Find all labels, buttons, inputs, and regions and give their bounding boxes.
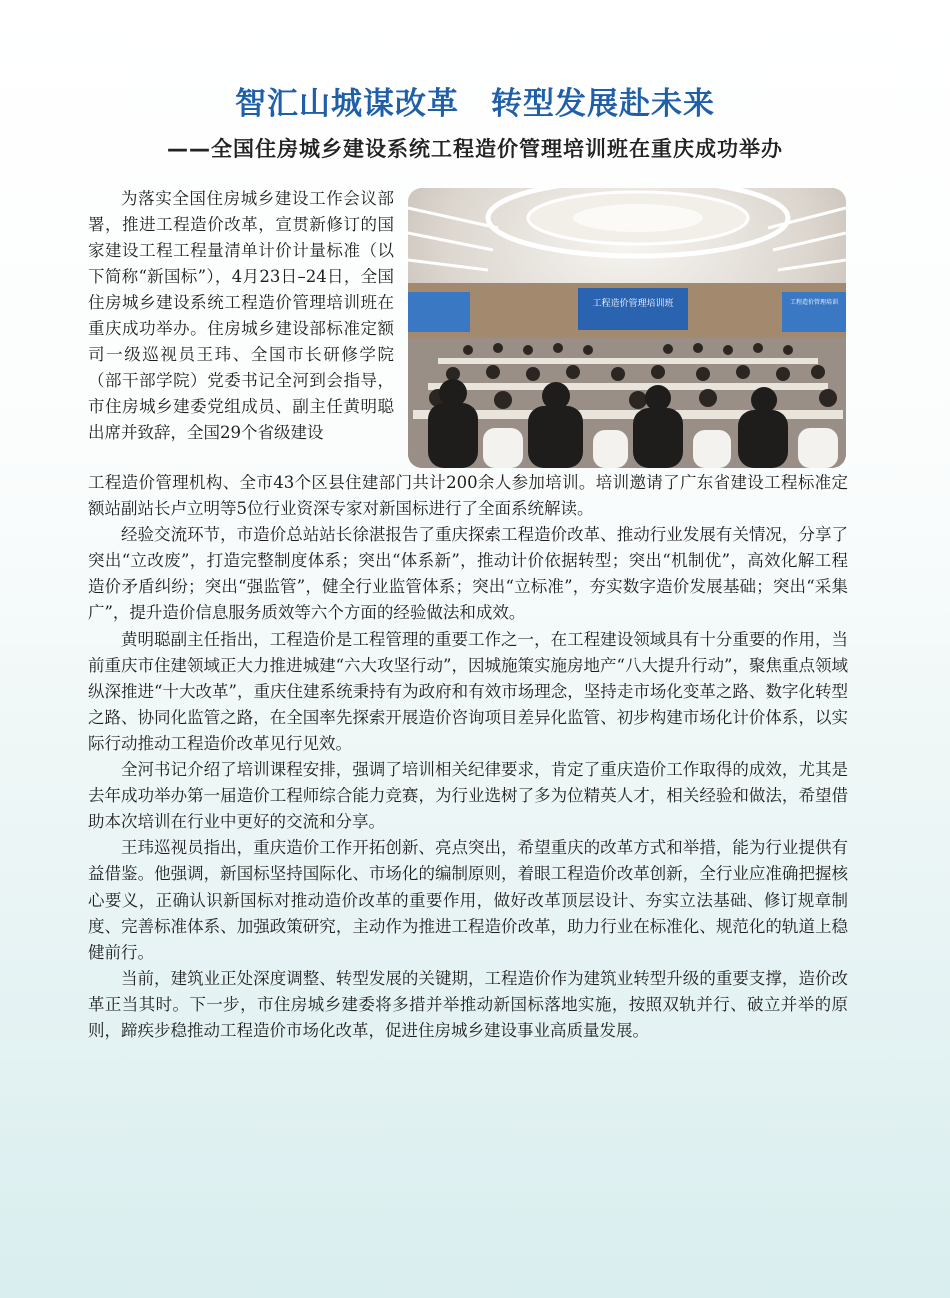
article-body xyxy=(88,470,848,1044)
intro-text: 为落实全国住房城乡建设工作会议部署，推进工程造价改革，宣贯新修订的国家建设工程工程量清单计价计量标准（以下简称“新国标”），4月23日–24日，全国住房城乡建设系统工程造价管理培训班在重庆成功举办。住房城乡建设部标准定额司一级巡视员王玮、全国市长研修学院（部干部学院）党委书记全河到会指导，市住房城乡建委党组成员、副主任黄明聪出席并致辞，全国29个省级建设 xyxy=(88,189,394,442)
intro-paragraph xyxy=(88,186,394,446)
meeting-photo xyxy=(408,188,846,468)
body-paragraph: 黄明聪副主任指出，工程造价是工程管理的重要工作之一，在工程建设领域具有十分重要的作用，当前重庆市住建领域正大力推进城建“六大攻坚行动”，因城施策实施房地产“八大提升行动”，聚焦重点领域纵深推进“十大改革”，重庆住建系统秉持有为政府和有效市场理念，坚持走市场化变革之路、数字化转型之路、协同化监管之路，在全国率先探索开展造价咨询项目差异化监管、初步构建市场化计价体系，以实际行动推动工程造价改革见行见效。 xyxy=(88,629,848,753)
intro-continuation: 工程造价管理机构、全市43个区县住建部门共计200余人参加培训。培训邀请了广东省建设工程标准定额站副站长卢立明等5位行业资深专家对新国标进行了全面系统解读。 xyxy=(88,473,848,519)
article-subtitle: ——全国住房城乡建设系统工程造价管理培训班在重庆成功举办 xyxy=(167,137,783,161)
right-screen-label: 工程造价管理培训 xyxy=(789,299,839,306)
article-title: 智汇山城谋改革 转型发展赴未来 xyxy=(235,86,715,122)
body-paragraph: 当前，建筑业正处深度调整、转型发展的关键期，工程造价作为建筑业转型升级的重要支撑，造价改革正当其时。下一步，市住房城乡建委将多措并举推动新国标落地实施，按照双轨并行、破立并举的原则，蹄疾步稳推动工程造价市场化改革，促进住房城乡建设事业高质量发展。 xyxy=(88,968,848,1040)
body-paragraph: 全河书记介绍了培训课程安排，强调了培训相关纪律要求，肯定了重庆造价工作取得的成效，尤其是去年成功举办第一届造价工程师综合能力竞赛，为行业选树了多为位精英人才，相关经验和做法，希望借助本次培训在行业中更好的交流和分享。 xyxy=(88,760,848,832)
body-paragraph: 经验交流环节，市造价总站站长徐湛报告了重庆探索工程造价改革、推动行业发展有关情况，分享了突出“立改废”，打造完整制度体系；突出“体系新”，推动计价依据转型；突出“机制优”，高效化解工程造价矛盾纠纷；突出“强监管”，健全行业监管体系；突出“立标准”，夯实数字造价发展基础；突出“采集广”，提升造价信息服务质效等六个方面的经验做法和成效。 xyxy=(88,525,848,623)
body-paragraph: 王玮巡视员指出，重庆造价工作开拓创新、亮点突出，希望重庆的改革方式和举措，能为行业提供有益借鉴。他强调，新国标坚持国际化、市场化的编制原则，着眼工程造价改革创新，全行业应准确把握核心要义，正确认识新国标对推动造价改革的重要作用，做好改革顶层设计、夯实立法基础、修订规章制度、完善标准体系、加强政策研究，主动作为推进工程造价改革，助力行业在标准化、规范化的轨道上稳健前行。 xyxy=(88,838,848,962)
center-screen-label: 工程造价管理培训班 xyxy=(592,299,674,309)
